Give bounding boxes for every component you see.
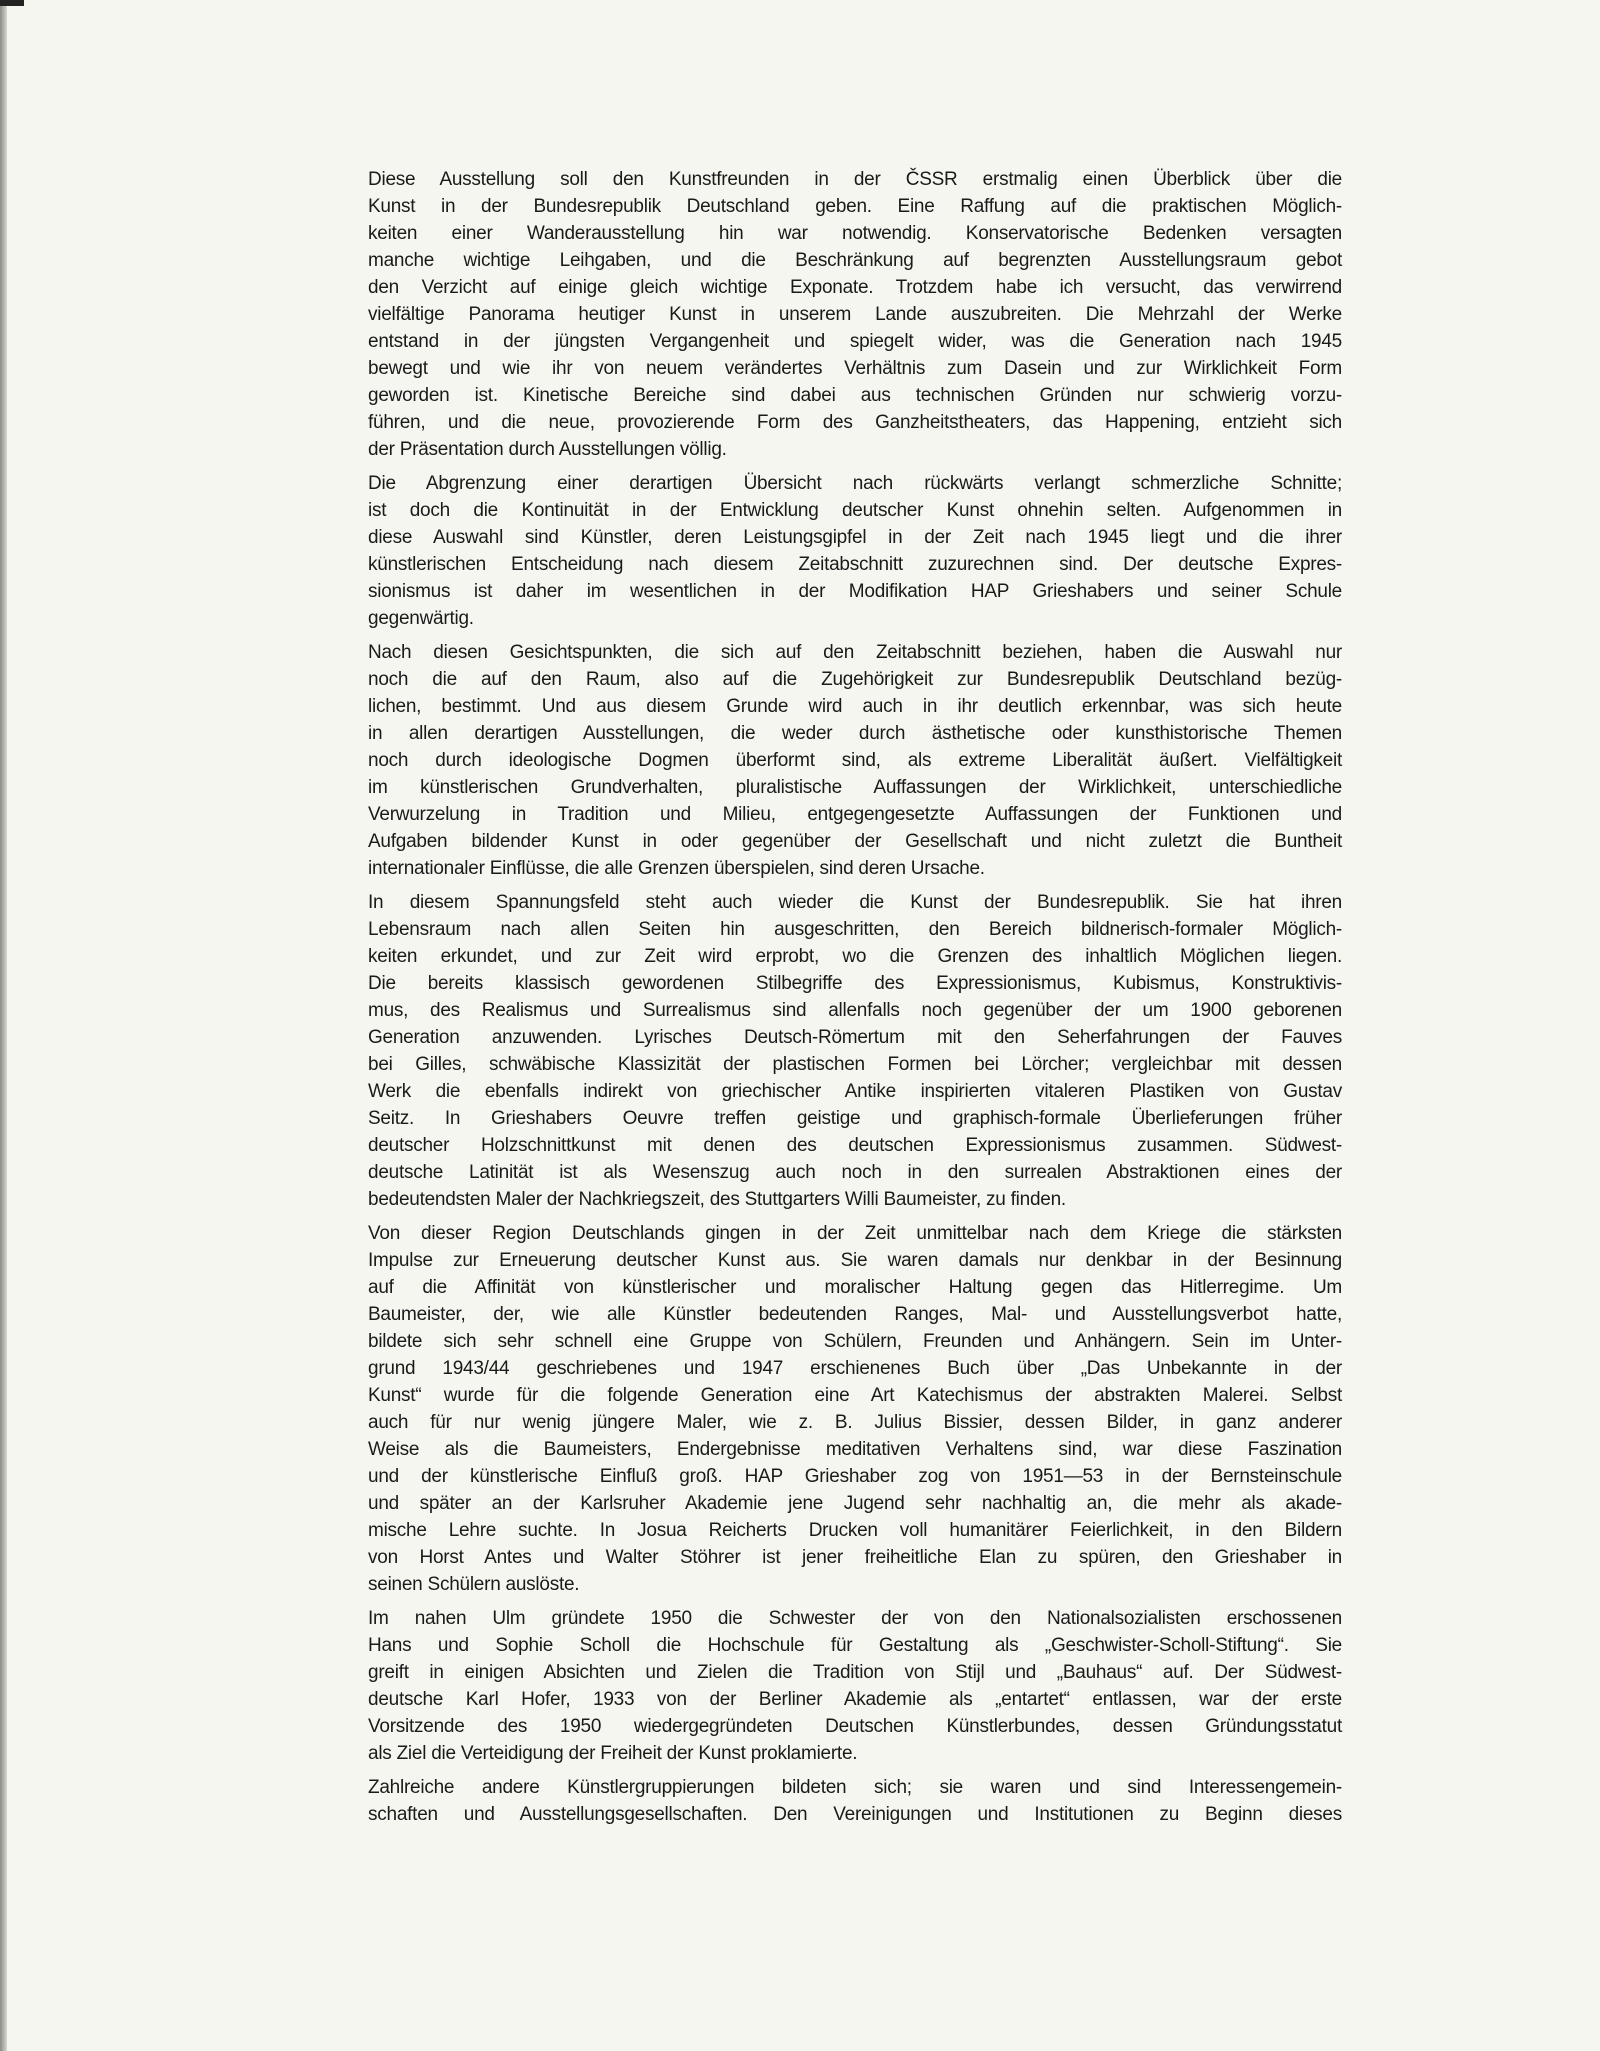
text-line: bewegt und wie ihr von neuem verändertes Verhältnis zum Dasein und zur Wirklichkeit Form — [368, 358, 1342, 379]
text-line: vielfältige Panorama heutiger Kunst in unserem Lande auszubreiten. Die Mehrzahl der Werke — [368, 304, 1342, 325]
text-line: In diesem Spannungsfeld steht auch wieder die Kunst der Bundesrepublik. Sie hat ihren — [368, 892, 1342, 913]
text-line: Vorsitzende des 1950 wiedergegründeten Deutschen Künstlerbundes, dessen Gründungsstatut — [368, 1716, 1342, 1737]
paragraph — [368, 639, 1342, 882]
paragraph — [368, 1605, 1342, 1767]
text-line: diese Auswahl sind Künstler, deren Leistungsgipfel in der Zeit nach 1945 liegt und die ihrer — [368, 527, 1342, 548]
text-line: grund 1943/44 geschriebenes und 1947 erschienenes Buch über „Das Unbekannte in der — [368, 1358, 1342, 1379]
text-line: als Ziel die Verteidigung der Freiheit der Kunst proklamierte. — [368, 1743, 858, 1764]
text-line: bei Gilles, schwäbische Klassizität der plastischen Formen bei Lörcher; vergleichbar mit dessen — [368, 1054, 1342, 1075]
text-line: lichen, bestimmt. Und aus diesem Grunde wird auch in ihr deutlich erkennbar, was sich heute — [368, 696, 1342, 717]
text-line: bedeutendsten Maler der Nachkriegszeit, des Stuttgarters Willi Baumeister, zu finden. — [368, 1189, 1066, 1210]
text-line: in allen derartigen Ausstellungen, die weder durch ästhetische oder kunsthistorische Themen — [368, 723, 1342, 744]
text-line: Seitz. In Grieshabers Oeuvre treffen geistige und graphisch-formale Überlieferungen früher — [368, 1108, 1342, 1129]
text-line: Impulse zur Erneuerung deutscher Kunst aus. Sie waren damals nur denkbar in der Besinnung — [368, 1250, 1342, 1271]
text-line: auf die Affinität von künstlerischer und moralischer Haltung gegen das Hitlerregime. Um — [368, 1277, 1342, 1298]
text-line: Werk die ebenfalls indirekt von griechischer Antike inspirierten vitaleren Plastiken von Gustav — [368, 1081, 1342, 1102]
text-line: Im nahen Ulm gründete 1950 die Schwester der von den Nationalsozialisten erschossenen — [368, 1608, 1342, 1629]
text-line: noch durch ideologische Dogmen überformt sind, als extreme Liberalität äußert. Vielfältigkeit — [368, 750, 1342, 771]
text-line: von Horst Antes und Walter Stöhrer ist jener freiheitliche Elan zu spüren, den Grieshaber in — [368, 1547, 1342, 1568]
text-line: der Präsentation durch Ausstellungen völlig. — [368, 439, 727, 460]
text-line: mus, des Realismus und Surrealismus sind allenfalls noch gegenüber der um 1900 geborenen — [368, 1000, 1342, 1021]
text-line: mische Lehre suchte. In Josua Reicherts Drucken voll humanitärer Feierlichkeit, in den Bildern — [368, 1520, 1342, 1541]
text-line: Verwurzelung in Tradition und Milieu, entgegengesetzte Auffassungen der Funktionen und — [368, 804, 1342, 825]
text-line: keiten erkundet, und zur Zeit wird erprobt, wo die Grenzen des inhaltlich Möglichen liegen. — [368, 946, 1342, 967]
text-line: auch für nur wenig jüngere Maler, wie z. B. Julius Bissier, dessen Bilder, in ganz anderer — [368, 1412, 1342, 1433]
text-line: seinen Schülern auslöste. — [368, 1574, 580, 1595]
text-line: greift in einigen Absichten und Zielen die Tradition von Stijl und „Bauhaus“ auf. Der Südwest- — [368, 1662, 1342, 1683]
text-line: bildete sich sehr schnell eine Gruppe von Schülern, Freunden und Anhängern. Sein im Unter- — [368, 1331, 1342, 1352]
text-line: Die bereits klassisch gewordenen Stilbegriffe des Expressionismus, Kubismus, Konstruktivis- — [368, 973, 1342, 994]
text-line: Kunst“ wurde für die folgende Generation eine Art Katechismus der abstrakten Malerei. Selbst — [368, 1385, 1342, 1406]
text-line: Baumeister, der, wie alle Künstler bedeutenden Ranges, Mal- und Ausstellungsverbot hatte, — [368, 1304, 1342, 1325]
text-line: internationaler Einflüsse, die alle Grenzen überspielen, sind deren Ursache. — [368, 858, 985, 879]
text-line: sionismus ist daher im wesentlichen in der Modifikation HAP Grieshabers und seiner Schule — [368, 581, 1342, 602]
text-line: Nach diesen Gesichtspunkten, die sich auf den Zeitabschnitt beziehen, haben die Auswahl nur — [368, 642, 1342, 663]
text-line: künstlerischen Entscheidung nach diesem Zeitabschnitt zuzurechnen sind. Der deutsche Expres- — [368, 554, 1342, 575]
text-line: Lebensraum nach allen Seiten hin ausgeschritten, den Bereich bildnerisch-formaler Möglich- — [368, 919, 1342, 940]
text-line: Zahlreiche andere Künstlergruppierungen bildeten sich; sie waren und sind Interessengemein- — [368, 1777, 1342, 1798]
text-line: Diese Ausstellung soll den Kunstfreunden in der ČSSR erstmalig einen Überblick über die — [368, 169, 1342, 190]
text-line: deutsche Karl Hofer, 1933 von der Berliner Akademie als „entartet“ entlassen, war der erste — [368, 1689, 1342, 1710]
text-line: Weise als die Baumeisters, Endergebnisse meditativen Verhaltens sind, war diese Faszination — [368, 1439, 1342, 1460]
paragraph — [368, 166, 1342, 463]
text-line: den Verzicht auf einige gleich wichtige Exponate. Trotzdem habe ich versucht, das verwirrend — [368, 277, 1342, 298]
page-binding-edge — [0, 0, 7, 2051]
paragraph — [368, 1774, 1342, 1828]
text-line: führen, und die neue, provozierende Form des Ganzheitstheaters, das Happening, entzieht sich — [368, 412, 1342, 433]
text-line: gegenwärtig. — [368, 608, 474, 629]
text-line: schaften und Ausstellungsgesellschaften. Den Vereinigungen und Institutionen zu Beginn dieses — [368, 1804, 1342, 1825]
text-line: Von dieser Region Deutschlands gingen in der Zeit unmittelbar nach dem Kriege die stärksten — [368, 1223, 1342, 1244]
scan-corner-mark — [0, 0, 24, 6]
text-line: im künstlerischen Grundverhalten, pluralistische Auffassungen der Wirklichkeit, unterschiedliche — [368, 777, 1342, 798]
paragraph — [368, 470, 1342, 632]
text-line: und später an der Karlsruher Akademie jene Jugend sehr nachhaltig an, die mehr als akade- — [368, 1493, 1342, 1514]
text-line: keiten einer Wanderausstellung hin war notwendig. Konservatorische Bedenken versagten — [368, 223, 1342, 244]
text-line: entstand in der jüngsten Vergangenheit und spiegelt wider, was die Generation nach 1945 — [368, 331, 1342, 352]
text-line: geworden ist. Kinetische Bereiche sind dabei aus technischen Gründen nur schwierig vorzu- — [368, 385, 1342, 406]
text-line: Die Abgrenzung einer derartigen Übersicht nach rückwärts verlangt schmerzliche Schnitte; — [368, 473, 1342, 494]
text-line: deutsche Latinität ist als Wesenszug auch noch in den surrealen Abstraktionen eines der — [368, 1162, 1342, 1183]
body-text — [368, 166, 1342, 1835]
text-line: Kunst in der Bundesrepublik Deutschland geben. Eine Raffung auf die praktischen Möglich- — [368, 196, 1342, 217]
text-line: Hans und Sophie Scholl die Hochschule für Gestaltung als „Geschwister-Scholl-Stiftung“. Sie — [368, 1635, 1342, 1656]
paragraph — [368, 1220, 1342, 1598]
text-line: deutscher Holzschnittkunst mit denen des deutschen Expressionismus zusammen. Südwest- — [368, 1135, 1342, 1156]
text-line: Aufgaben bildender Kunst in oder gegenüber der Gesellschaft und nicht zuletzt die Buntheit — [368, 831, 1342, 852]
text-line: und der künstlerische Einfluß groß. HAP Grieshaber zog von 1951—53 in der Bernsteinschule — [368, 1466, 1342, 1487]
text-line: noch die auf den Raum, also auf die Zugehörigkeit zur Bundesrepublik Deutschland bezüg- — [368, 669, 1342, 690]
text-line: ist doch die Kontinuität in der Entwicklung deutscher Kunst ohnehin selten. Aufgenommen in — [368, 500, 1342, 521]
text-line: manche wichtige Leihgaben, und die Beschränkung auf begrenzten Ausstellungsraum gebot — [368, 250, 1342, 271]
text-line: Generation anzuwenden. Lyrisches Deutsch-Römertum mit den Seherfahrungen der Fauves — [368, 1027, 1342, 1048]
paragraph — [368, 889, 1342, 1213]
